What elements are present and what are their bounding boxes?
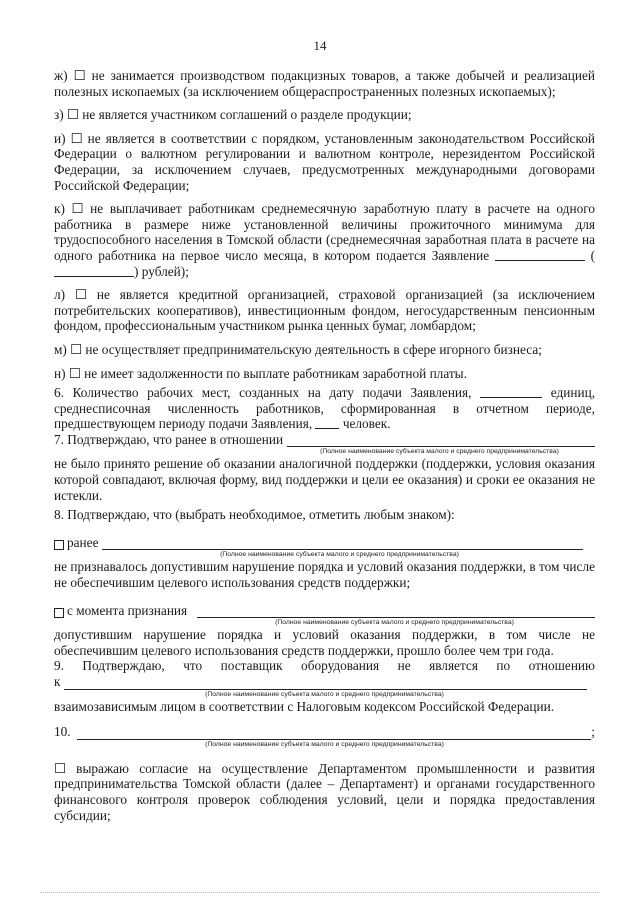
paragraph-10: 10. ; (Полное наименование субъекта малого и среднего предпринимательства) — [54, 724, 595, 748]
paragraph-9: 9. Подтверждаю, что поставщик оборудования не является по отношению к (Полное наименование субъекта малого и среднего предпринимательства) взаимозависимым лицом в соответствии с Налоговым кодексом Российской Федерации. — [54, 658, 595, 714]
salary-blank[interactable] — [495, 249, 585, 261]
scan-artifact-line — [40, 891, 600, 893]
p8-opt1-entity-field[interactable] — [102, 537, 583, 550]
salary-words-blank[interactable] — [54, 265, 134, 277]
item-k: к) ☐ не выплачивает работникам среднемесячную заработную плату в расчете на одного работника в размере ниже установленной величины прожиточного минимума для трудоспособного населения в Томской области (среднемесячная заработная плата в расчете на одного работника на первое число месяца, в котором подается Заявление () рублей); — [54, 201, 596, 279]
p8-opt2-entity-field[interactable] — [197, 605, 595, 618]
headcount-blank[interactable] — [315, 417, 339, 429]
p9-entity-field[interactable] — [64, 677, 587, 690]
item-m: м) ☐ не осуществляет предпринимательскую деятельность в сфере игорного бизнеса; — [54, 341, 542, 357]
document-body — [54, 68, 595, 823]
checkbox-earlier[interactable] — [54, 540, 64, 550]
item-i: и) ☐ не является в соответствии с порядком, установленным законодательством Российской Федерации о валютном регулировании и валютном контроле, нерезидентом Российской Федерации, за исключением случаев, предусмотренных международными договорами Российской Федерации; — [54, 130, 595, 193]
item-zh: ж) ☐ не занимается производством подакцизных товаров, а также добычей и реализацией полезных ископаемых (за исключением общераспространенных полезных ископаемых); — [54, 68, 595, 99]
item-k-text: к) ☐ не выплачивает работникам среднемесячную заработную плату в расчете на одного работника в размере ниже установленной величины прожиточного минимума для трудоспособного населения в Томской области (среднемесячная заработная плата в расчете на одного работника на первое число месяца, в котором подается Заявление — [54, 201, 595, 263]
consent-paragraph: ☐ выражаю согласие на осуществление Департаментом промышленности и развития предпринимательства Томской области (далее – Департамент) и органами государственного финансового контроля проверок соблюдения условий, цели и порядка предоставления субсидии; — [54, 760, 595, 823]
item-n: н) ☐ не имеет задолженности по выплате работникам заработной платы. — [54, 365, 467, 381]
jobs-count-blank[interactable] — [480, 386, 542, 398]
page-number: 14 — [313, 38, 327, 53]
paragraph-8: 8. Подтверждаю, что (выбрать необходимое, отметить любым знаком): ранее (Полное наименование субъекта малого и среднего предпринимательства) не признавалось допустившим нарушение порядка и условий оказания поддержки, в том числе не обеспечившим целевого использования средств поддержки; с момента признания (Полное наименование субъекта малого и среднего предпринимательства) допустившим нарушение порядка и условий оказания поддержки, в том числе не обеспечившим целевого использования средств поддержки, прошло более чем три года. — [54, 507, 595, 658]
paragraph-7: 7. Подтверждаю, что ранее в отношении (Полное наименование субъекта малого и среднего предпринимательства) не было принято решение об оказании аналогичной поддержки (поддержки, условия оказания которой совпадают, включая форму, вид поддержки и цели ее оказания) и сроки ее оказания не истекли. — [54, 431, 595, 503]
paragraph-6: 6. Количество рабочих мест, созданных на дату подачи Заявления, единиц, среднесписочная численность работников, сформированная в отчетном периоде, предшествующем периоду подачи Заявления, человек. — [54, 385, 596, 432]
checkbox-since-recognition[interactable] — [54, 608, 64, 618]
p7-entity-field[interactable] — [287, 434, 595, 447]
item-l: л) ☐ не является кредитной организацией, страховой организацией (за исключением потребительских кооперативов), инвестиционным фондом, негосударственным пенсионным фондом, профессиональным участником рынка ценных бумаг, ломбардом; — [54, 287, 595, 334]
p10-entity-field[interactable] — [77, 727, 592, 740]
item-z: з) ☐ не является участником соглашений о разделе продукции; — [54, 107, 412, 123]
